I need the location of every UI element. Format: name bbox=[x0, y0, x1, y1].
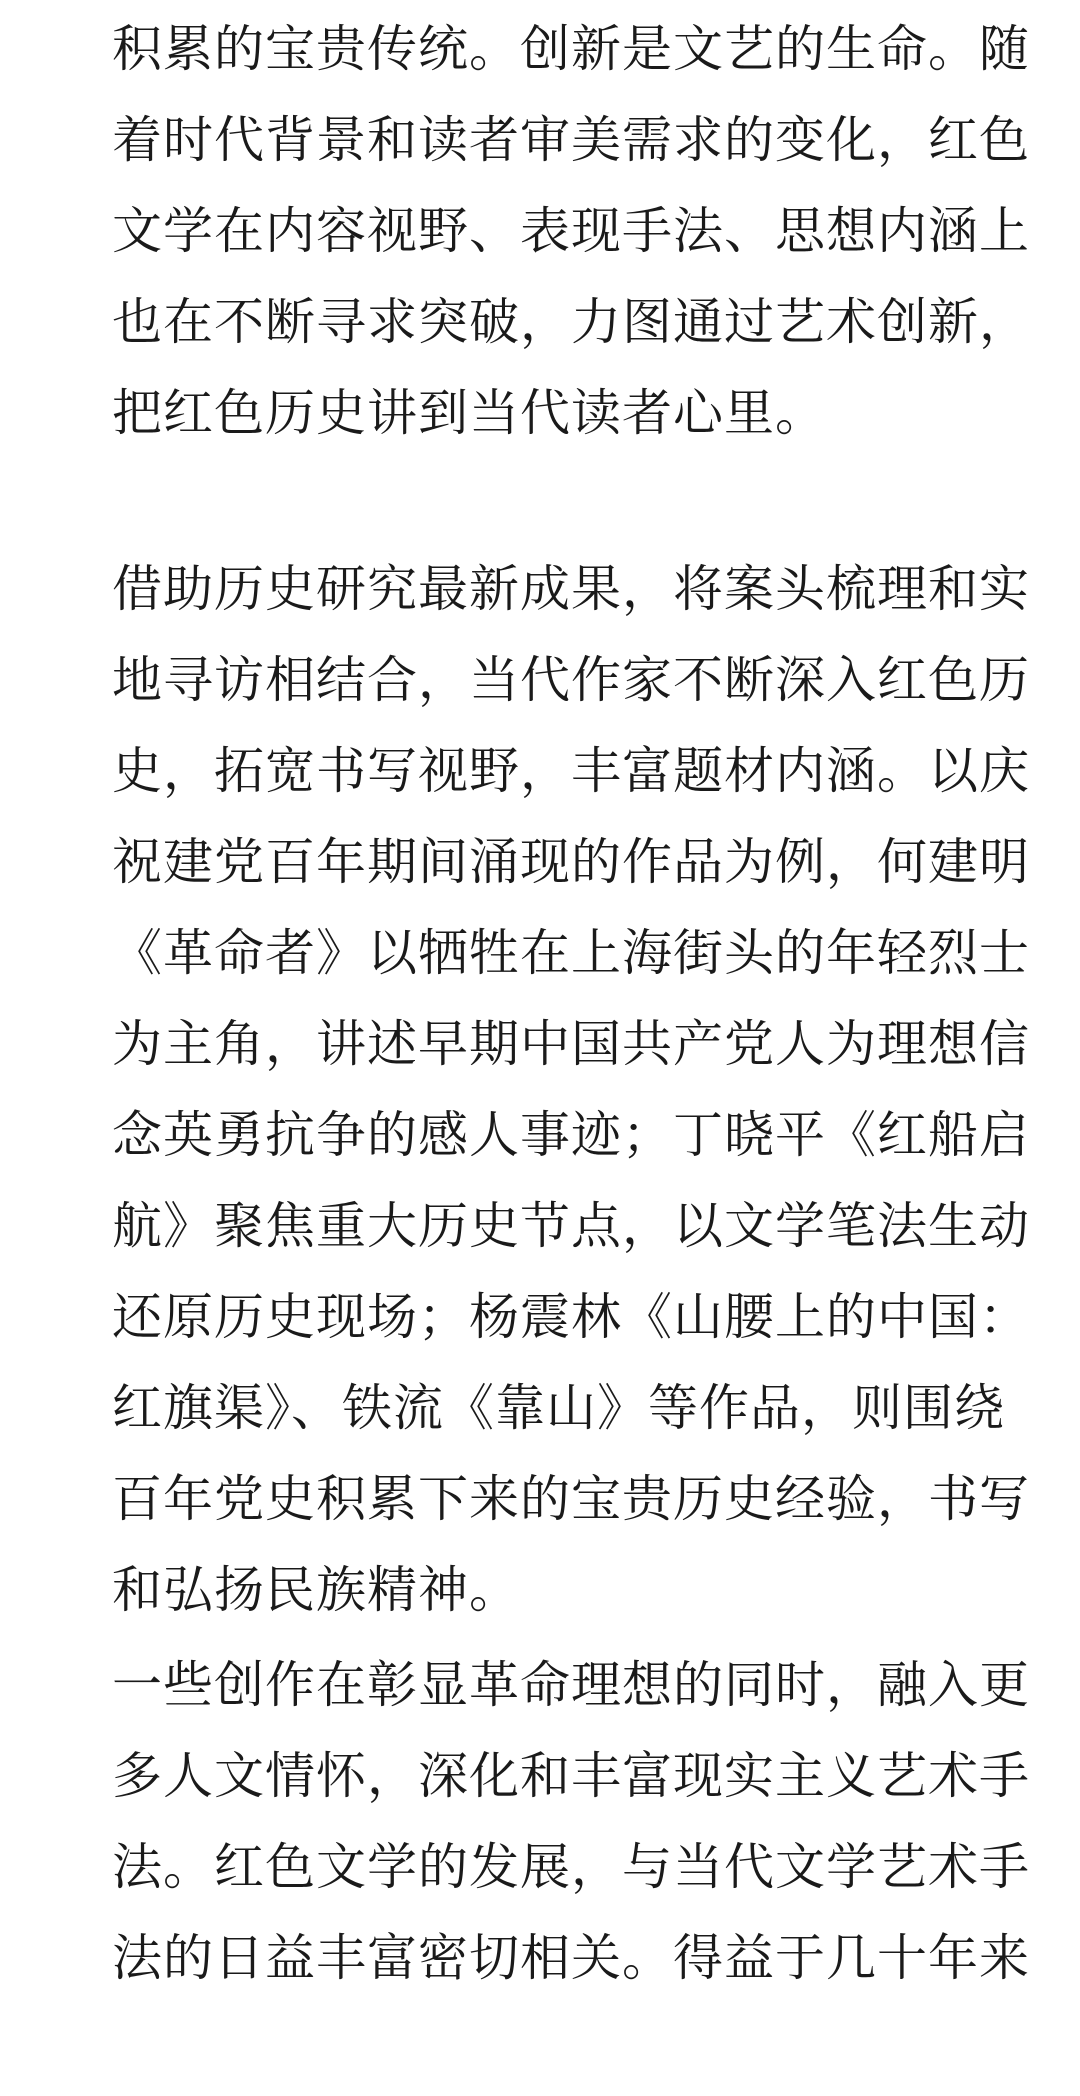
text-line: 法的日益丰富密切相关。得益于几十年来 bbox=[112, 1929, 1030, 1987]
text-line: 也在不断寻求突破，力图通过艺术创新， bbox=[112, 293, 1030, 351]
text-line: 把红色历史讲到当代读者心里。 bbox=[112, 384, 826, 442]
text-line: 借助历史研究最新成果，将案头梳理和实 bbox=[112, 560, 1030, 618]
paragraph-3 bbox=[112, 1640, 1030, 2004]
text-line: 法。红色文学的发展，与当代文学艺术手 bbox=[112, 1838, 1030, 1896]
paragraph-2 bbox=[112, 544, 1030, 1636]
text-line: 《革命者》以牺牲在上海街头的年轻烈士 bbox=[112, 924, 1030, 982]
paragraph-1 bbox=[112, 4, 1030, 459]
text-line: 史，拓宽书写视野，丰富题材内涵。以庆 bbox=[112, 742, 1030, 800]
text-line: 和弘扬民族精神。 bbox=[112, 1561, 520, 1619]
text-line: 积累的宝贵传统。创新是文艺的生命。随 bbox=[112, 20, 1030, 78]
text-line: 航》聚焦重大历史节点，以文学笔法生动 bbox=[112, 1197, 1030, 1255]
text-line: 文学在内容视野、表现手法、思想内涵上 bbox=[112, 202, 1030, 260]
text-line: 还原历史现场；杨震林《山腰上的中国： bbox=[112, 1288, 1030, 1346]
text-line: 念英勇抗争的感人事迹；丁晓平《红船启 bbox=[112, 1106, 1030, 1164]
text-line: 地寻访相结合，当代作家不断深入红色历 bbox=[112, 651, 1030, 709]
text-line: 多人文情怀，深化和丰富现实主义艺术手 bbox=[112, 1747, 1030, 1805]
text-line: 百年党史积累下来的宝贵历史经验，书写 bbox=[112, 1470, 1030, 1528]
text-line: 一些创作在彰显革命理想的同时，融入更 bbox=[112, 1656, 1030, 1714]
text-line: 着时代背景和读者审美需求的变化，红色 bbox=[112, 111, 1030, 169]
text-line: 祝建党百年期间涌现的作品为例，何建明 bbox=[112, 833, 1030, 891]
text-line: 红旗渠》、铁流《靠山》等作品，则围绕 bbox=[112, 1379, 1005, 1437]
text-line: 为主角，讲述早期中国共产党人为理想信 bbox=[112, 1015, 1030, 1073]
